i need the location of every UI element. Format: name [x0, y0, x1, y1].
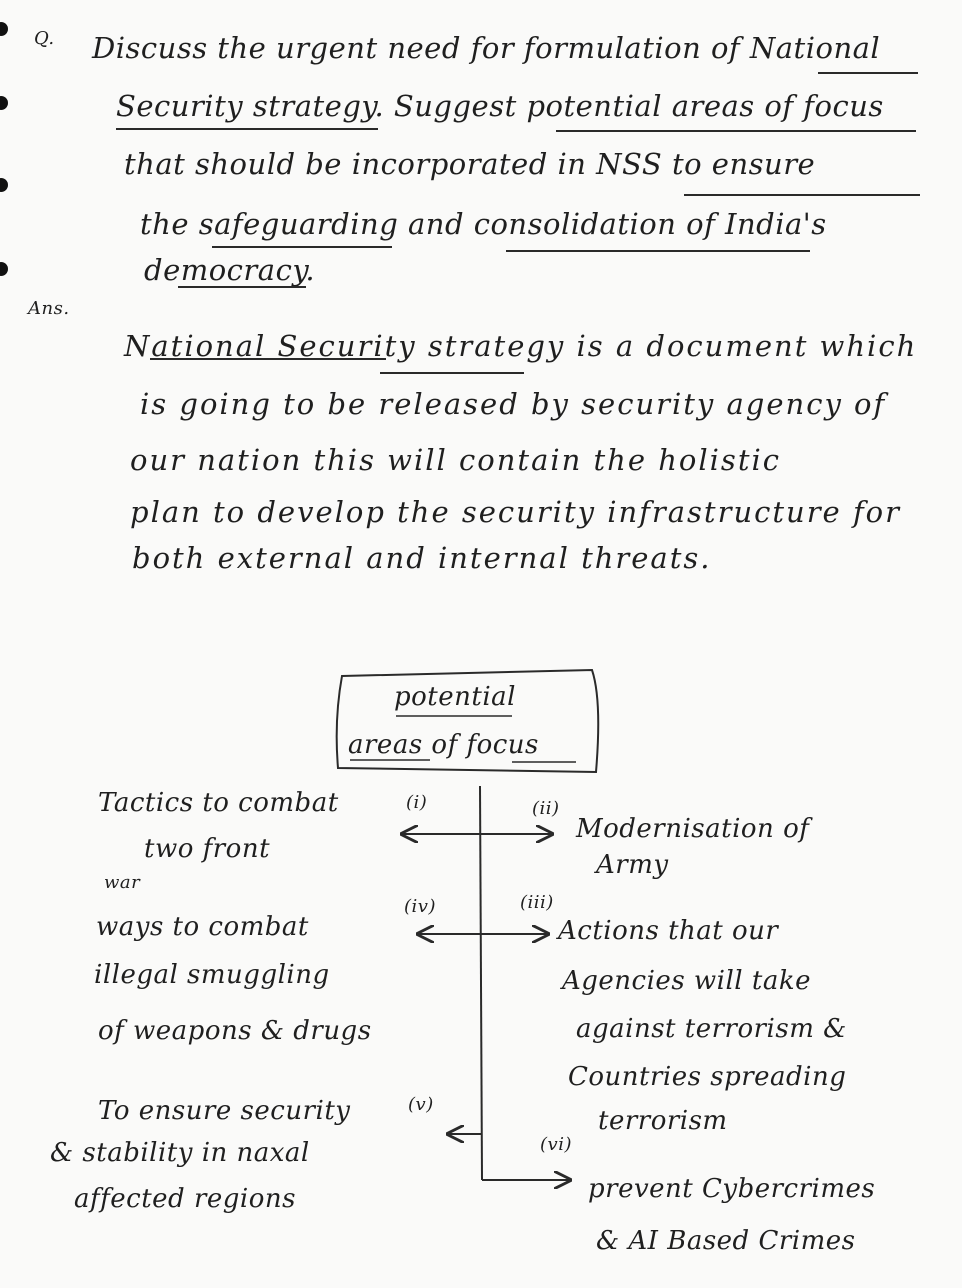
item-line: illegal smuggling [94, 960, 330, 990]
item-number: (v) [408, 1094, 434, 1115]
underline [116, 128, 378, 130]
box-line: potential [394, 682, 516, 712]
answer-line: plan to develop the security infrastructure for [130, 495, 901, 529]
item-line: & stability in naxal [50, 1138, 310, 1168]
underline [178, 286, 306, 288]
item-line: Actions that our [558, 916, 779, 946]
item-line: against terrorism & [576, 1014, 847, 1044]
answer-line: both external and internal threats. [132, 541, 712, 575]
punch-hole [0, 262, 8, 276]
punch-hole [0, 96, 8, 110]
question-line: the safeguarding and consolidation of India's [140, 207, 827, 241]
question-line: democracy. [144, 253, 316, 287]
answer-marker: Ans. [28, 298, 70, 319]
item-line: prevent Cybercrimes [588, 1174, 876, 1204]
punch-hole [0, 22, 8, 36]
item-line: affected regions [74, 1184, 296, 1214]
question-marker: Q. [34, 28, 55, 49]
underline [506, 250, 810, 252]
box-line: areas of focus [348, 730, 539, 760]
item-line: Agencies will take [562, 966, 811, 996]
item-line: ways to combat [96, 912, 309, 942]
item-line: war [104, 872, 141, 893]
underline [684, 194, 920, 196]
item-line: Countries spreading [568, 1062, 847, 1092]
item-number: (i) [406, 792, 428, 813]
item-line: To ensure security [98, 1096, 351, 1126]
item-number: (ii) [532, 798, 560, 819]
item-line: two front [144, 834, 271, 864]
item-line: of weapons & drugs [98, 1016, 372, 1046]
question-line: that should be incorporated in NSS to ensure [124, 147, 816, 181]
item-number: (iii) [520, 892, 554, 913]
item-line: terrorism [598, 1106, 728, 1136]
answer-line: National Security strategy is a document which [124, 329, 918, 363]
question-line: Discuss the urgent need for formulation of National [92, 31, 881, 65]
item-number: (iv) [404, 896, 436, 917]
punch-hole [0, 178, 8, 192]
item-line: Modernisation of [576, 814, 810, 844]
underline [380, 372, 524, 374]
answer-line: is going to be released by security agency of [140, 387, 887, 421]
underline [150, 358, 386, 360]
item-number: (vi) [540, 1134, 572, 1155]
underline [212, 246, 392, 248]
underline [818, 72, 918, 74]
question-line: Security strategy. Suggest potential areas of focus [116, 89, 884, 123]
item-line: Tactics to combat [98, 788, 339, 818]
item-line: & AI Based Crimes [596, 1226, 856, 1256]
answer-line: our nation this will contain the holistic [130, 443, 781, 477]
item-line: Army [596, 850, 669, 880]
underline [556, 130, 916, 132]
